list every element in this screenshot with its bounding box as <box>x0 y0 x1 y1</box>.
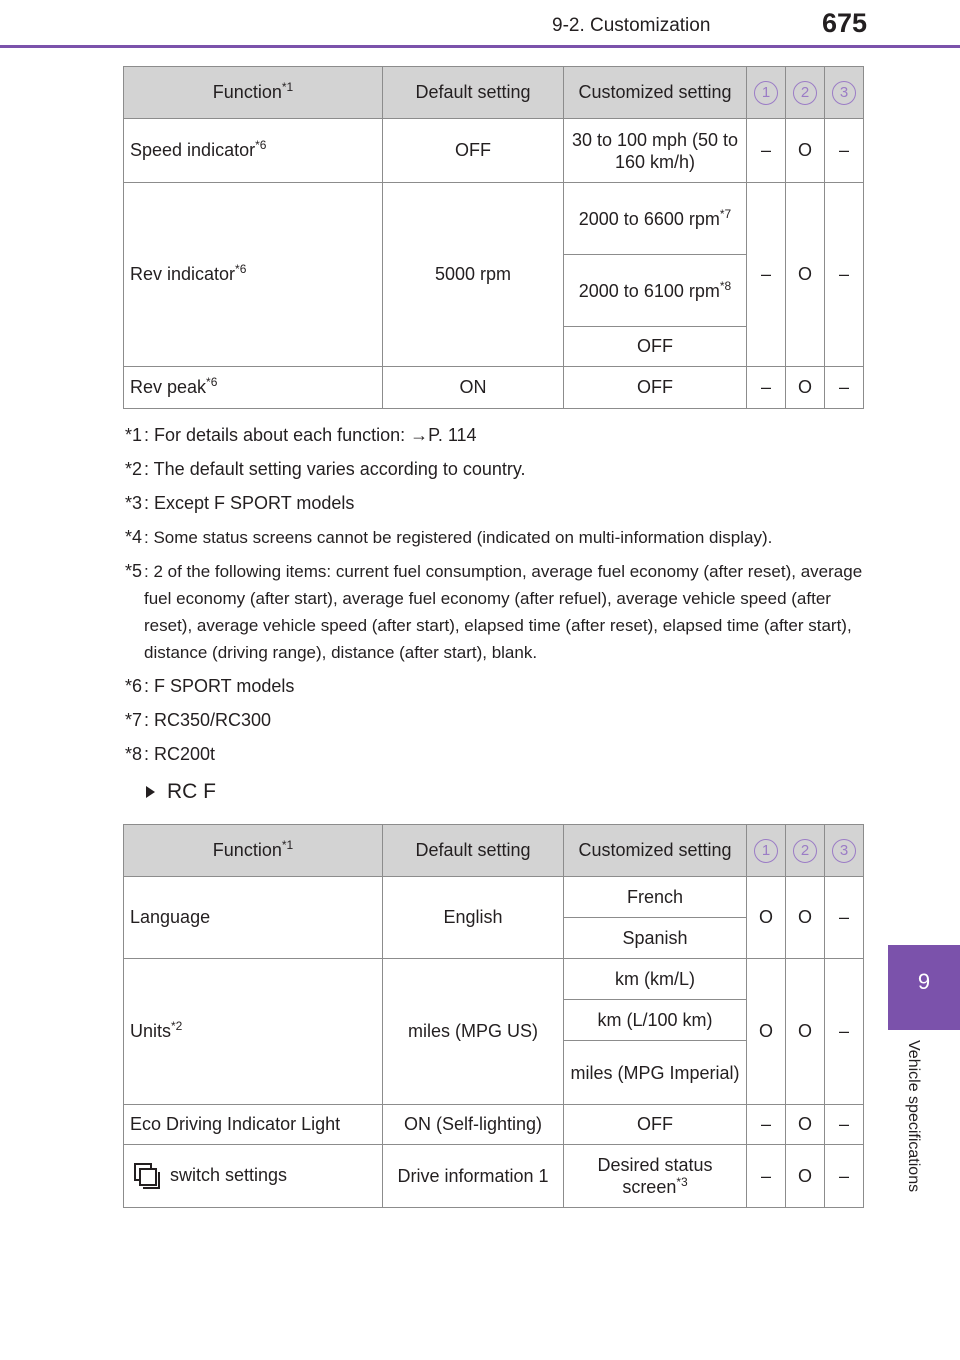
method-3: – <box>825 119 864 183</box>
function-language: Language <box>124 877 383 959</box>
table-row <box>124 1105 864 1145</box>
custom-value: OFF <box>564 367 747 409</box>
default-value: English <box>383 877 564 959</box>
footnote: *8 : RC200t <box>124 744 216 764</box>
header-divider <box>0 45 960 48</box>
section-title: 9-2. Customization <box>552 15 711 36</box>
default-value: OFF <box>383 119 564 183</box>
header-method-2: 2 <box>786 825 825 877</box>
method-2: O <box>786 1105 825 1145</box>
header-method-1: 1 <box>747 67 786 119</box>
function-eco-driving-indicator: Eco Driving Indicator Light <box>124 1105 383 1145</box>
function-speed-indicator: Speed indicator$^{*6}$ <box>124 119 383 183</box>
header-default: Default setting <box>383 67 564 119</box>
method-1: – <box>747 183 786 367</box>
header-default: Default setting <box>383 825 564 877</box>
custom-option: 2000 to 6600 rpm$^{*7}$ <box>564 183 747 255</box>
method-1: – <box>747 367 786 409</box>
rcf-heading: RC F <box>146 780 216 804</box>
table-header-row <box>124 67 864 119</box>
method-3: – <box>825 183 864 367</box>
custom-option: miles (MPG Imperial) <box>564 1041 747 1105</box>
header-method-2: 2 <box>786 67 825 119</box>
footnote: *4 : Some status screens cannot be registered (indicated on multi-information display). <box>124 527 773 547</box>
method-1: O <box>747 877 786 959</box>
function-rev-indicator: Rev indicator$^{*6}$ <box>124 183 383 367</box>
function-switch-settings: switch settings <box>124 1145 383 1208</box>
table-header-row <box>124 825 864 877</box>
method-1: O <box>747 959 786 1105</box>
method-1: – <box>747 1145 786 1208</box>
method-3: – <box>825 959 864 1105</box>
method-2: O <box>786 1145 825 1208</box>
table-row <box>124 367 864 409</box>
chapter-tab <box>888 945 960 1030</box>
default-value: 5000 rpm <box>383 183 564 367</box>
method-3: – <box>825 877 864 959</box>
chapter-number: 9 <box>917 969 931 994</box>
chapter-label <box>907 1040 937 1240</box>
custom-value: Desired status screen$^{*3}$ <box>564 1145 747 1208</box>
table-row <box>124 119 864 183</box>
table-row <box>124 877 864 918</box>
method-2: O <box>786 183 825 367</box>
header-customized: Customized setting <box>564 67 747 119</box>
method-1: – <box>747 1105 786 1145</box>
function-units: Units$^{*2}$ <box>124 959 383 1105</box>
custom-option: km (km/L) <box>564 959 747 1000</box>
default-value: ON <box>383 367 564 409</box>
triangle-bullet-icon <box>146 786 155 798</box>
method-2: O <box>786 367 825 409</box>
custom-value: OFF <box>564 1105 747 1145</box>
default-value: miles (MPG US) <box>383 959 564 1105</box>
method-1: – <box>747 119 786 183</box>
default-value: ON (Self-lighting) <box>383 1105 564 1145</box>
custom-value: 30 to 100 mph (50 to 160 km/h) <box>564 119 747 183</box>
header-method-3: 3 <box>825 67 864 119</box>
method-3: – <box>825 367 864 409</box>
header-customized: Customized setting <box>564 825 747 877</box>
method-3: – <box>825 1105 864 1145</box>
header-method-1: 1 <box>747 825 786 877</box>
custom-option: km (L/100 km) <box>564 1000 747 1041</box>
custom-option: OFF <box>564 327 747 367</box>
chapter-label-text: Vehicle specifications <box>905 1040 922 1193</box>
page-number: 675 <box>822 8 868 38</box>
method-2: O <box>786 119 825 183</box>
method-2: O <box>786 959 825 1105</box>
method-2: O <box>786 877 825 959</box>
footnote: *6 : F SPORT models <box>124 676 295 696</box>
function-rev-peak: Rev peak$^{*6}$ <box>124 367 383 409</box>
footnote: *2 : The default setting varies according to country. <box>124 459 526 479</box>
footnote: *7 : RC350/RC300 <box>124 710 272 730</box>
default-value: Drive information 1 <box>383 1145 564 1208</box>
footnote: *1 : For details about each function: →P. 114 <box>124 425 477 445</box>
table-row <box>124 959 864 1000</box>
custom-option: 2000 to 6100 rpm$^{*8}$ <box>564 255 747 327</box>
customization-table-rcf <box>123 824 864 1208</box>
custom-option: French <box>564 877 747 918</box>
header-function: Function$^{*1}$ <box>124 825 383 877</box>
footnote: *5 : 2 of the following items: current fuel consumption, average fuel economy (after reset), average fuel economy (after start), average fuel economy (after refuel), average vehicle speed (after reset), average vehicle speed (after start), elapsed time (after reset), elapsed time (after start), distance (driving range), distance (after start), blank. <box>124 561 863 662</box>
custom-option: Spanish <box>564 918 747 959</box>
footnote: *3 : Except F SPORT models <box>124 493 355 513</box>
customization-table-fsport <box>123 66 864 409</box>
table-row <box>124 1145 864 1208</box>
header-function: Function$^{*1}$ <box>124 67 383 119</box>
method-3: – <box>825 1145 864 1208</box>
multi-info-switch-icon <box>134 1163 160 1189</box>
footnotes <box>104 422 864 775</box>
header-method-3: 3 <box>825 825 864 877</box>
table-row <box>124 183 864 255</box>
